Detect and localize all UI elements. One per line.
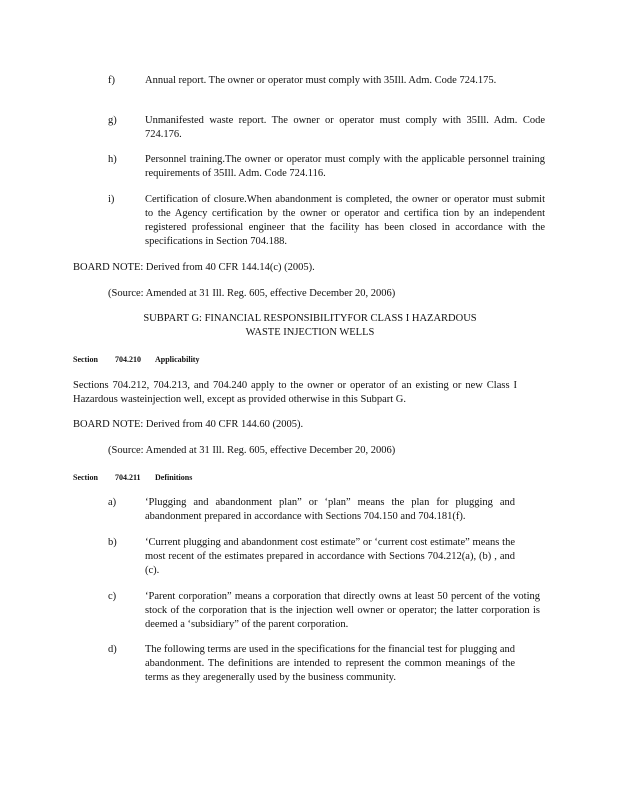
section-word: Section [73, 355, 98, 364]
applicability-paragraph: Sections 704.212, 704.213, and 704.240 apply to the owner or operator of an existing or new Class I Hazardous wasteinjection well, except as provided otherwise in this Subpart G. [73, 380, 517, 405]
subpart-heading-line1: SUBPART G: FINANCIAL RESPONSIBILITYFOR CLASS I HAZARDOUS [143, 313, 477, 324]
item-label: f) [108, 75, 115, 86]
source-note: (Source: Amended at 31 Ill. Reg. 605, effective December 20, 2006) [108, 288, 396, 299]
item-label: h) [108, 154, 117, 165]
item-label: a) [108, 497, 117, 508]
section-word: Section [73, 473, 98, 482]
section-heading [73, 355, 199, 365]
subpart-heading-line2: WASTE INJECTION WELLS [245, 327, 375, 338]
item-label: i) [108, 194, 115, 205]
board-note: BOARD NOTE: Derived from 40 CFR 144.60 (2005). [73, 419, 304, 430]
section-title: Definitions [155, 473, 193, 482]
section-heading [73, 473, 192, 483]
section-title: Applicability [155, 355, 200, 364]
item-label: d) [108, 644, 117, 655]
item-text: ‘Plugging and abandonment plan” or ‘plan” means the plan for plugging and abandonment prepared in accordance with Sections 704.150 and 704.181(f). [145, 497, 515, 522]
item-text: Unmanifested waste report. The owner or operator must comply with 35Ill. Adm. Code 724.176. [145, 115, 545, 140]
item-text: Personnel training.The owner or operator must comply with the applicable personnel training requirements of 35Ill. Adm. Code 724.116. [145, 154, 545, 179]
item-label: g) [108, 115, 117, 126]
item-text: The following terms are used in the specifications for the financial test for plugging and abandonment. The definitions are intended to represent the common meanings of the terms as they aregenerally used by the business community. [145, 644, 515, 683]
section-number: 704.210 [115, 355, 141, 364]
item-text: ‘Current plugging and abandonment cost estimate” or ‘current cost estimate” means the most recent of the estimates prepared in accordance with Sections 704.212(a), (b) , and (c). [145, 537, 515, 576]
board-note: BOARD NOTE: Derived from 40 CFR 144.14(c) (2005). [73, 262, 315, 273]
source-note: (Source: Amended at 31 Ill. Reg. 605, effective December 20, 2006) [108, 445, 396, 456]
item-label: b) [108, 537, 117, 548]
item-text: Certification of closure.When abandonment is completed, the owner or operator must submit to the Agency certification by the owner or operator and certifica tion by an independent registered professional engineer that the facility has been closed in accordance with the specifications in Section 704.188. [145, 194, 545, 247]
item-label: c) [108, 591, 117, 602]
item-text: Annual report. The owner or operator must comply with 35Ill. Adm. Code 724.175. [145, 75, 497, 86]
subpart-heading [80, 312, 540, 340]
item-text: ‘Parent corporation” means a corporation that directly owns at least 50 percent of the voting stock of the corporation that is the injection well owner or operator; the latter corporation is deemed a ‘subsidiary” of the parent corporation. [145, 591, 540, 630]
section-number: 704.211 [115, 473, 141, 482]
